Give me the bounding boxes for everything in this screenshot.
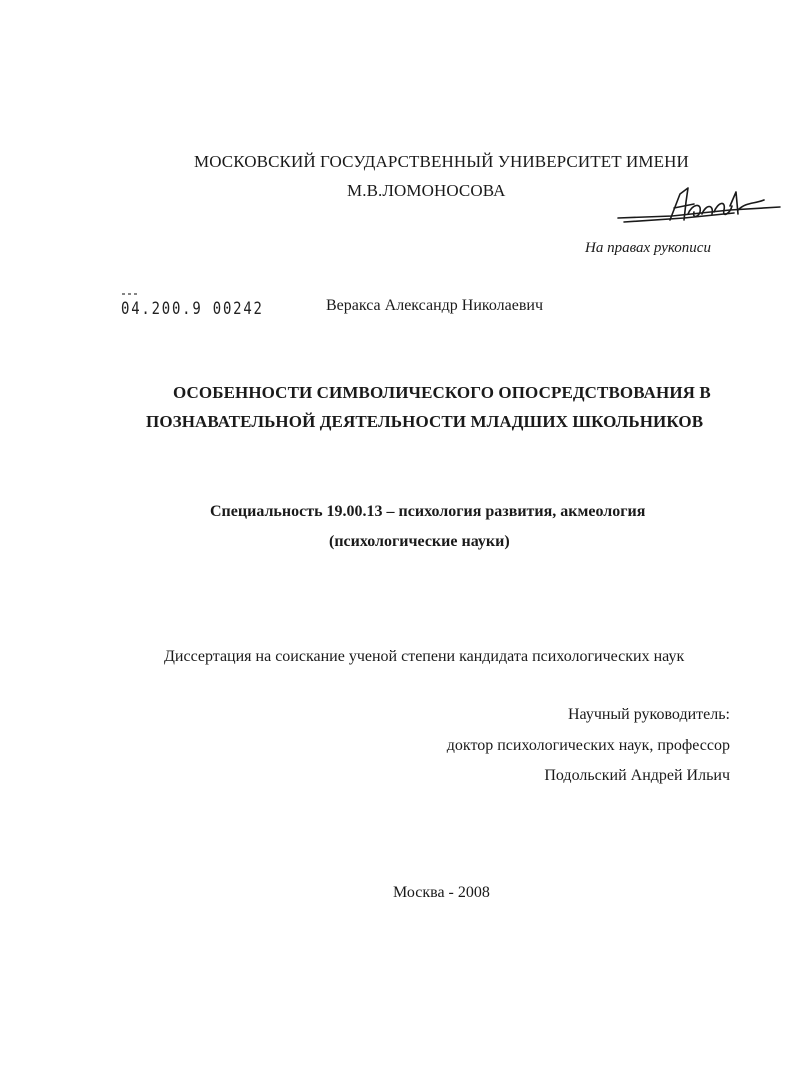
specialty-line2: (психологические науки) bbox=[329, 533, 510, 550]
university-name-line1: МОСКОВСКИЙ ГОСУДАРСТВЕННЫЙ УНИВЕРСИТЕТ ИМЕНИ bbox=[194, 152, 689, 171]
stamp-marks-icon bbox=[120, 291, 140, 297]
supervisor-label: Научный руководитель: bbox=[567, 706, 730, 723]
dissertation-note: Диссертация на соискание ученой степени кандидата психологических наук bbox=[164, 648, 685, 665]
signature-icon bbox=[614, 184, 784, 236]
thesis-title-line1: ОСОБЕННОСТИ СИМВОЛИЧЕСКОГО ОПОСРЕДСТВОВАНИЯ В bbox=[173, 383, 711, 402]
university-name-line2: М.В.ЛОМОНОСОВА bbox=[347, 181, 506, 200]
archive-stamp bbox=[117, 288, 267, 328]
specialty-line1: Специальность 19.00.13 – психология развития, акмеология bbox=[210, 503, 646, 520]
city-year: Москва - 2008 bbox=[393, 884, 490, 901]
supervisor-degree: доктор психологических наук, профессор bbox=[446, 737, 730, 754]
stamp-number: 04.200.9 00242 bbox=[121, 299, 264, 319]
supervisor-name: Подольский Андрей Ильич bbox=[544, 767, 730, 784]
author-name: Веракса Александр Николаевич bbox=[326, 297, 543, 314]
rights-note: На правах рукописи bbox=[585, 240, 711, 256]
thesis-title-line2: ПОЗНАВАТЕЛЬНОЙ ДЕЯТЕЛЬНОСТИ МЛАДШИХ ШКОЛЬНИКОВ bbox=[146, 412, 704, 431]
